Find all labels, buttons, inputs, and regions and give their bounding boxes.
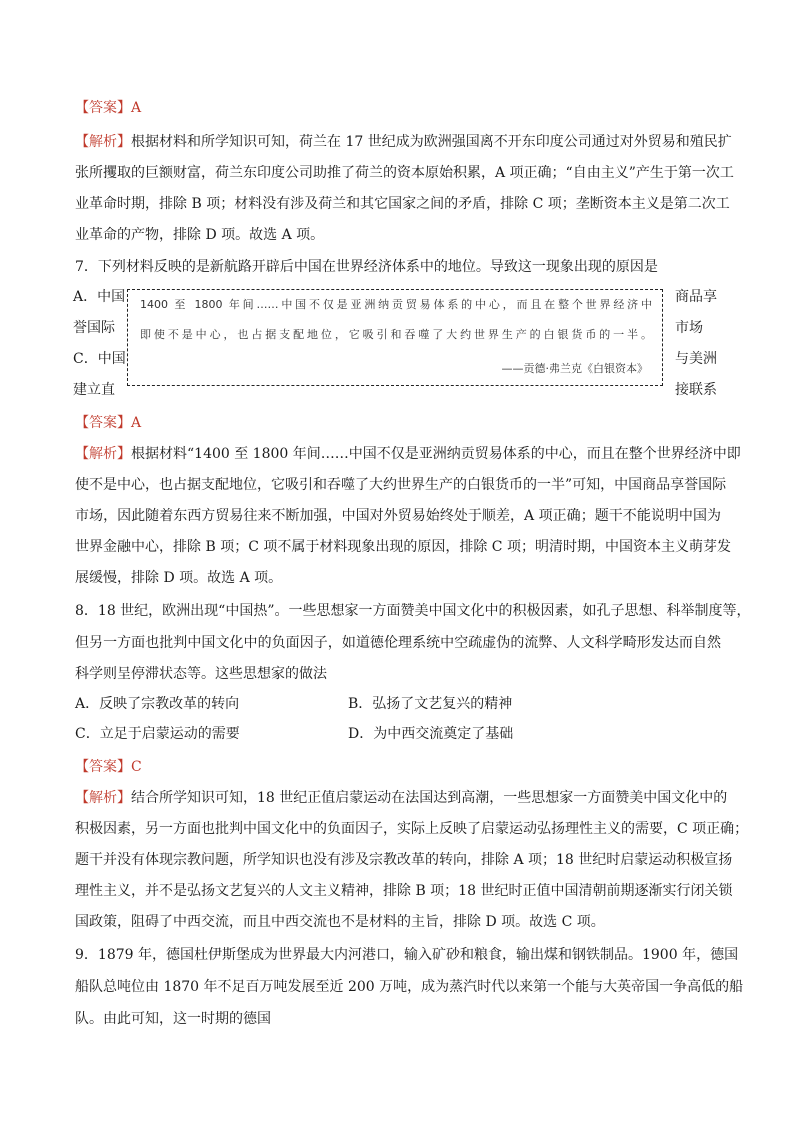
quote-line: 即使不是中心，也占据支配地位，它吸引和吞噬了大约世界生产的白银货币的一半。 [140,328,652,341]
q8-analysis-line: 积极因素，另一方面也批判中国文化中的负面因子，实际上反映了启蒙运动弘扬理性主义的需要，C 项正确； [75,821,749,837]
q8-stem-line: 科学则呈停滞状态等。这些思想家的做法 [75,666,327,682]
q9-stem-line: 船队总吨位由 1870 年不足百万吨发展至近 200 万吨，成为蒸汽时代以来第一个能与大英帝国一争高低的船 [75,979,744,995]
q8-answer: C [131,759,142,775]
q6-analysis-line: 【解析】根据材料和所学知识可知，荷兰在 17 世纪成为欧洲强国离不开东印度公司通过对外贸易和殖民扩 [75,134,732,150]
q8-answer-line [75,756,142,778]
q8-stem-line: 8．18 世纪，欧洲出现“中国热”。一些思想家一方面赞美中国文化中的积极因素，如孔子思想、科举制度等， [75,603,751,619]
q7-answer: A [131,415,142,431]
q6-analysis-line: 业革命时期，排除 B 项；材料没有涉及荷兰和其它国家之间的矛盾，排除 C 项；垄断资本主义是第二次工 [75,196,730,212]
q7-right-fragment: 与美洲 [675,351,717,367]
q6-analysis-line: 张所攫取的巨额财富，荷兰东印度公司助推了荷兰的资本原始积累，A 项正确；“自由主义”产生于第一次工 [75,165,734,181]
q7-analysis-line: 展缓慢，排除 D 项。故选 A 项。 [75,570,283,586]
q8-analysis-line: 题干并没有体现宗教问题，所学知识也没有涉及宗教改革的转向，排除 A 项；18 世纪时启蒙运动积极宣扬 [75,852,733,868]
analysis-tag: 【解析】 [75,134,131,150]
q8-analysis-line: 国政策，阻碍了中西交流，而且中西交流也不是材料的主旨，排除 D 项。故选 C 项。 [75,914,605,930]
q8-option-c: C．立足于启蒙运动的需要 [75,726,240,742]
q8-option-a: A．反映了宗教改革的转向 [75,696,240,712]
q7-right-fragment: 接联系 [675,382,717,398]
q8-analysis-line: 理性主义，并不是弘扬文艺复兴的人文主义精神，排除 B 项；18 世纪时正值中国清朝前期逐渐实行闭关锁 [75,883,733,899]
q7-answer-line [75,412,141,434]
answer-tag: 【答案】 [75,100,131,116]
q8-stem-line: 但另一方面也批判中国文化中的负面因子，如道德伦理系统中空疏虚伪的流弊、人文科学畸形发达而自然 [75,635,721,651]
q7-analysis-line: 【解析】根据材料“1400 至 1800 年间……中国不仅是亚洲纳贡贸易体系的中心，而且在整个世界经济中即 [75,446,741,462]
quote-box [127,289,663,386]
answer-tag: 【答案】 [75,759,131,775]
q8-option-b: B．弘扬了文艺复兴的精神 [348,696,513,712]
q8-option-d: D．为中西交流奠定了基础 [348,726,514,742]
q9-stem-line: 队。由此可知，这一时期的德国 [75,1011,271,1027]
q7-left-fragment: 誉国际 [73,320,115,336]
analysis-tag: 【解析】 [75,790,131,806]
q7-analysis-line: 世界金融中心，排除 B 项；C 项不属于材料现象出现的原因，排除 C 项；明清时期，中国资本主义萌芽发 [75,539,731,555]
quote-line: 1400 至 1800 年间……中国不仅是亚洲纳贡贸易体系的中心，而且在整个世界经济中 [140,298,652,311]
quote-source: ——贡德·弗兰克《白银资本》 [501,362,648,375]
q7-right-fragment: 市场 [675,320,703,336]
q7-stem: 7．下列材料反映的是新航路开辟后中国在世界经济体系中的地位。导致这一现象出现的原因是 [75,259,658,275]
q6-answer: A [131,100,142,116]
q7-left-fragment: C．中国 [73,351,126,367]
q7-left-fragment: A．中国 [73,289,126,305]
q7-analysis-line: 使不是中心，也占据支配地位，它吸引和吞噬了大约世界生产的白银货币的一半”可知，中国商品享誉国际 [75,477,727,493]
q7-analysis-line: 市场，因此随着东西方贸易往来不断加强，中国对外贸易始终处于顺差，A 项正确；题干不能说明中国为 [75,508,721,524]
q7-left-fragment: 建立直 [73,382,115,398]
q6-analysis-line: 业革命的产物，排除 D 项。故选 A 项。 [75,227,325,243]
answer-tag: 【答案】 [75,415,131,431]
analysis-tag: 【解析】 [75,446,131,462]
q7-right-fragment: 商品享 [675,289,717,305]
q8-analysis-line: 【解析】结合所学知识可知，18 世纪正值启蒙运动在法国达到高潮，一些思想家一方面赞美中国文化中的 [75,790,728,806]
q6-answer-line [75,97,141,119]
q9-stem-line: 9．1879 年，德国杜伊斯堡成为世界最大内河港口，输入矿砂和粮食，输出煤和钢铁制品。1900 年，德国 [75,947,739,963]
